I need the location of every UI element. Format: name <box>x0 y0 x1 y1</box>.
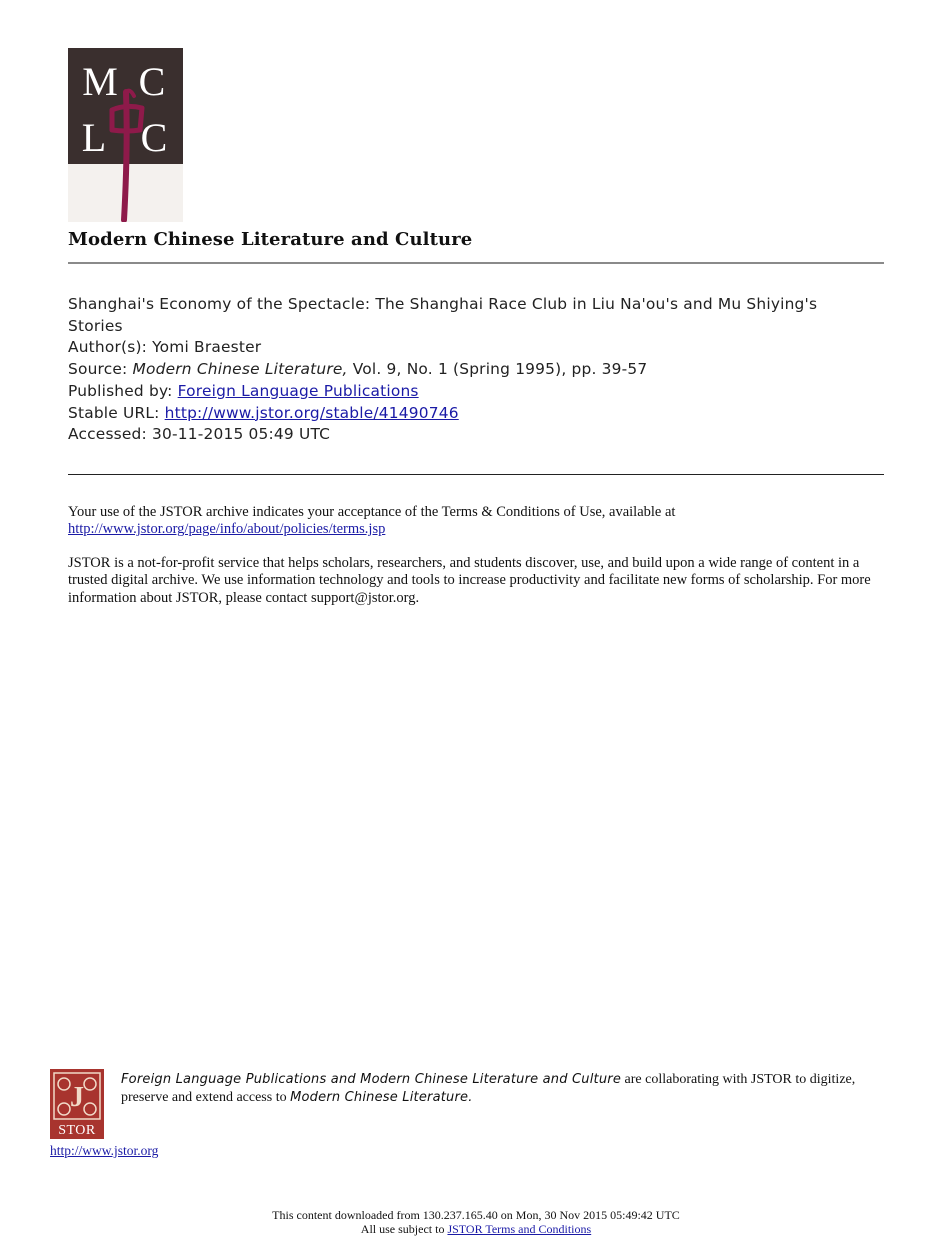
collab-journal: Modern Chinese Literature. <box>290 1090 473 1105</box>
logo-letter-l: L <box>81 115 107 160</box>
author-label: Author(s): <box>68 338 148 357</box>
author-line <box>68 337 884 359</box>
mclc-logo <box>68 48 183 222</box>
publisher-link[interactable]: Foreign Language Publications <box>177 381 419 400</box>
download-footer <box>0 1209 952 1236</box>
jstor-info-paragraph: JSTOR is a not-for-profit service that helps scholars, researchers, and students discover, use, and build upon a wide range of content in a trusted digital archive. We use information technology and tools to increase productivity and facilitate new forms of scholarship. For more information about JSTOR, please contact support@jstor.org. <box>68 555 871 606</box>
journal-title: Modern Chinese Literature and Culture <box>68 229 473 250</box>
jstor-home-link[interactable]: http://www.jstor.org <box>50 1143 159 1158</box>
stable-url-link[interactable]: http://www.jstor.org/stable/41490746 <box>164 403 459 422</box>
jstor-logo <box>50 1069 104 1139</box>
author-name: Yomi Braester <box>152 338 262 357</box>
download-line: This content downloaded from 130.237.165.40 on Mon, 30 Nov 2015 05:49:42 UTC <box>272 1208 680 1222</box>
article-title: Shanghai's Economy of the Spectacle: The Shanghai Race Club in Liu Na'ou's and Mu Shiying's Stories <box>68 295 818 335</box>
accessed-line <box>68 424 884 446</box>
accessed-date: 30-11-2015 05:49 UTC <box>152 425 331 444</box>
header-divider <box>68 262 884 264</box>
metadata-divider <box>68 474 884 475</box>
source-journal: Modern Chinese Literature, <box>132 360 348 379</box>
stable-url-line <box>68 403 884 425</box>
terms-link[interactable]: http://www.jstor.org/page/info/about/policies/terms.jsp <box>68 521 386 538</box>
terms-footer-text: All use subject to <box>360 1221 445 1236</box>
article-metadata <box>68 294 884 446</box>
collab-text: are collaborating with JSTOR to digitize, preserve and extend access to <box>121 1072 856 1105</box>
source-line <box>68 359 884 381</box>
publisher-label: Published by: <box>68 381 173 400</box>
terms-notice <box>68 504 884 539</box>
logo-letter-m: M <box>82 59 118 104</box>
terms-text: Your use of the JSTOR archive indicates your acceptance of the Terms & Conditions of Use, available at <box>68 504 676 520</box>
terms-footer-line <box>0 1223 952 1237</box>
accessed-label: Accessed: <box>68 425 147 444</box>
jstor-logo-label: STOR <box>58 1123 96 1138</box>
collaboration-notice <box>121 1071 881 1107</box>
logo-letter-c2: C <box>140 115 168 160</box>
source-label: Source: <box>68 360 128 379</box>
logo-letter-c: C <box>138 59 166 104</box>
jstor-emblem-icon <box>50 1069 104 1123</box>
stable-url-label: Stable URL: <box>68 403 160 422</box>
logo-brush-character <box>68 48 183 222</box>
jstor-letter-j: J <box>70 1082 84 1113</box>
collab-partners: Foreign Language Publications and Modern Chinese Literature and Culture <box>121 1072 622 1087</box>
jstor-terms-link[interactable]: JSTOR Terms and Conditions <box>447 1221 592 1236</box>
publisher-line <box>68 381 884 403</box>
source-details: Vol. 9, No. 1 (Spring 1995), pp. 39-57 <box>352 360 648 379</box>
